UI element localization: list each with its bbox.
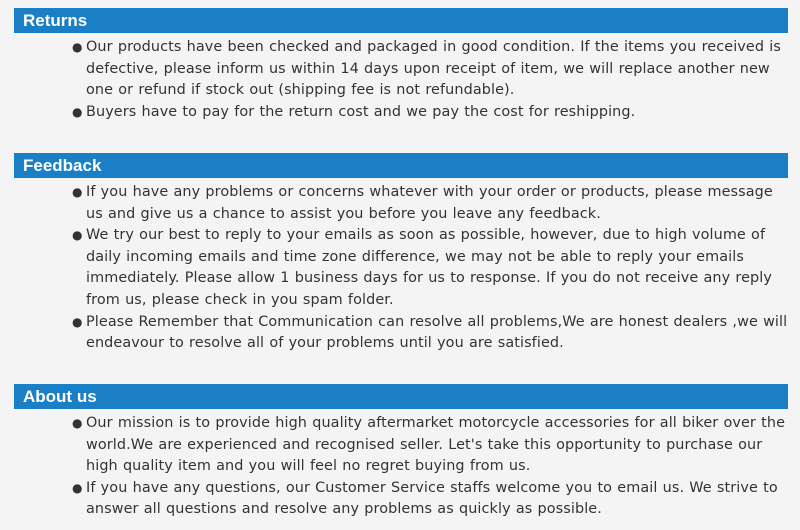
section-header-returns: Returns <box>14 8 788 33</box>
list-item-text: Please Remember that Communication can resolve all problems,We are honest dealers ,we will endeavour to resolve all of your problems until you are satisfied. <box>86 313 788 352</box>
list-item-text: Our products have been checked and packaged in good condition. If the items you received is defective, please inform us within 14 days upon receipt of item, we will replace another new one or refund if stock out (shipping fee is not refundable). <box>86 39 781 99</box>
section-returns <box>14 8 788 123</box>
list-item <box>14 102 788 124</box>
bullet-icon: ● <box>72 40 83 54</box>
list-item <box>14 182 788 225</box>
about-list <box>14 413 788 521</box>
bullet-icon: ● <box>72 185 83 199</box>
list-item <box>14 478 788 521</box>
section-header-about-us: About us <box>14 384 788 409</box>
bullet-icon: ● <box>72 104 83 119</box>
list-item-text: Our mission is to provide high quality aftermarket motorcycle accessories for all biker over the world.We are experienced and recognised seller. Let's take this opportunity to purchase our high quality item and you will feel no regret buying from us. <box>86 415 786 475</box>
list-item <box>14 312 788 355</box>
list-item-text: We try our best to reply to your emails as soon as possible, however, due to high volume of daily incoming emails and time zone difference, we may not be able to reply your emails immediately. Please allow 1 business days for us to response. If you do not receive any reply from us, please check in you spam folder. <box>86 227 772 308</box>
bullet-icon: ● <box>72 228 83 243</box>
list-item-text: Buyers have to pay for the return cost and we pay the cost for reshipping. <box>86 103 636 120</box>
list-item <box>14 37 788 102</box>
bullet-icon: ● <box>72 314 83 329</box>
list-item <box>14 413 788 478</box>
list-item-text: If you have any problems or concerns whatever with your order or products, please message us and give us a chance to assist you before you leave any feedback. <box>86 184 773 222</box>
section-header-feedback: Feedback <box>14 153 788 178</box>
feedback-list <box>14 182 788 355</box>
bullet-icon: ● <box>72 416 83 430</box>
returns-list <box>14 37 788 123</box>
list-item <box>14 225 788 311</box>
list-item-text: If you have any questions, our Customer Service staffs welcome you to email us. We strive to answer all questions and resolve any problems as quickly as possible. <box>86 479 778 518</box>
section-feedback <box>14 153 788 355</box>
bullet-icon: ● <box>72 480 83 495</box>
section-about-us <box>14 384 788 521</box>
